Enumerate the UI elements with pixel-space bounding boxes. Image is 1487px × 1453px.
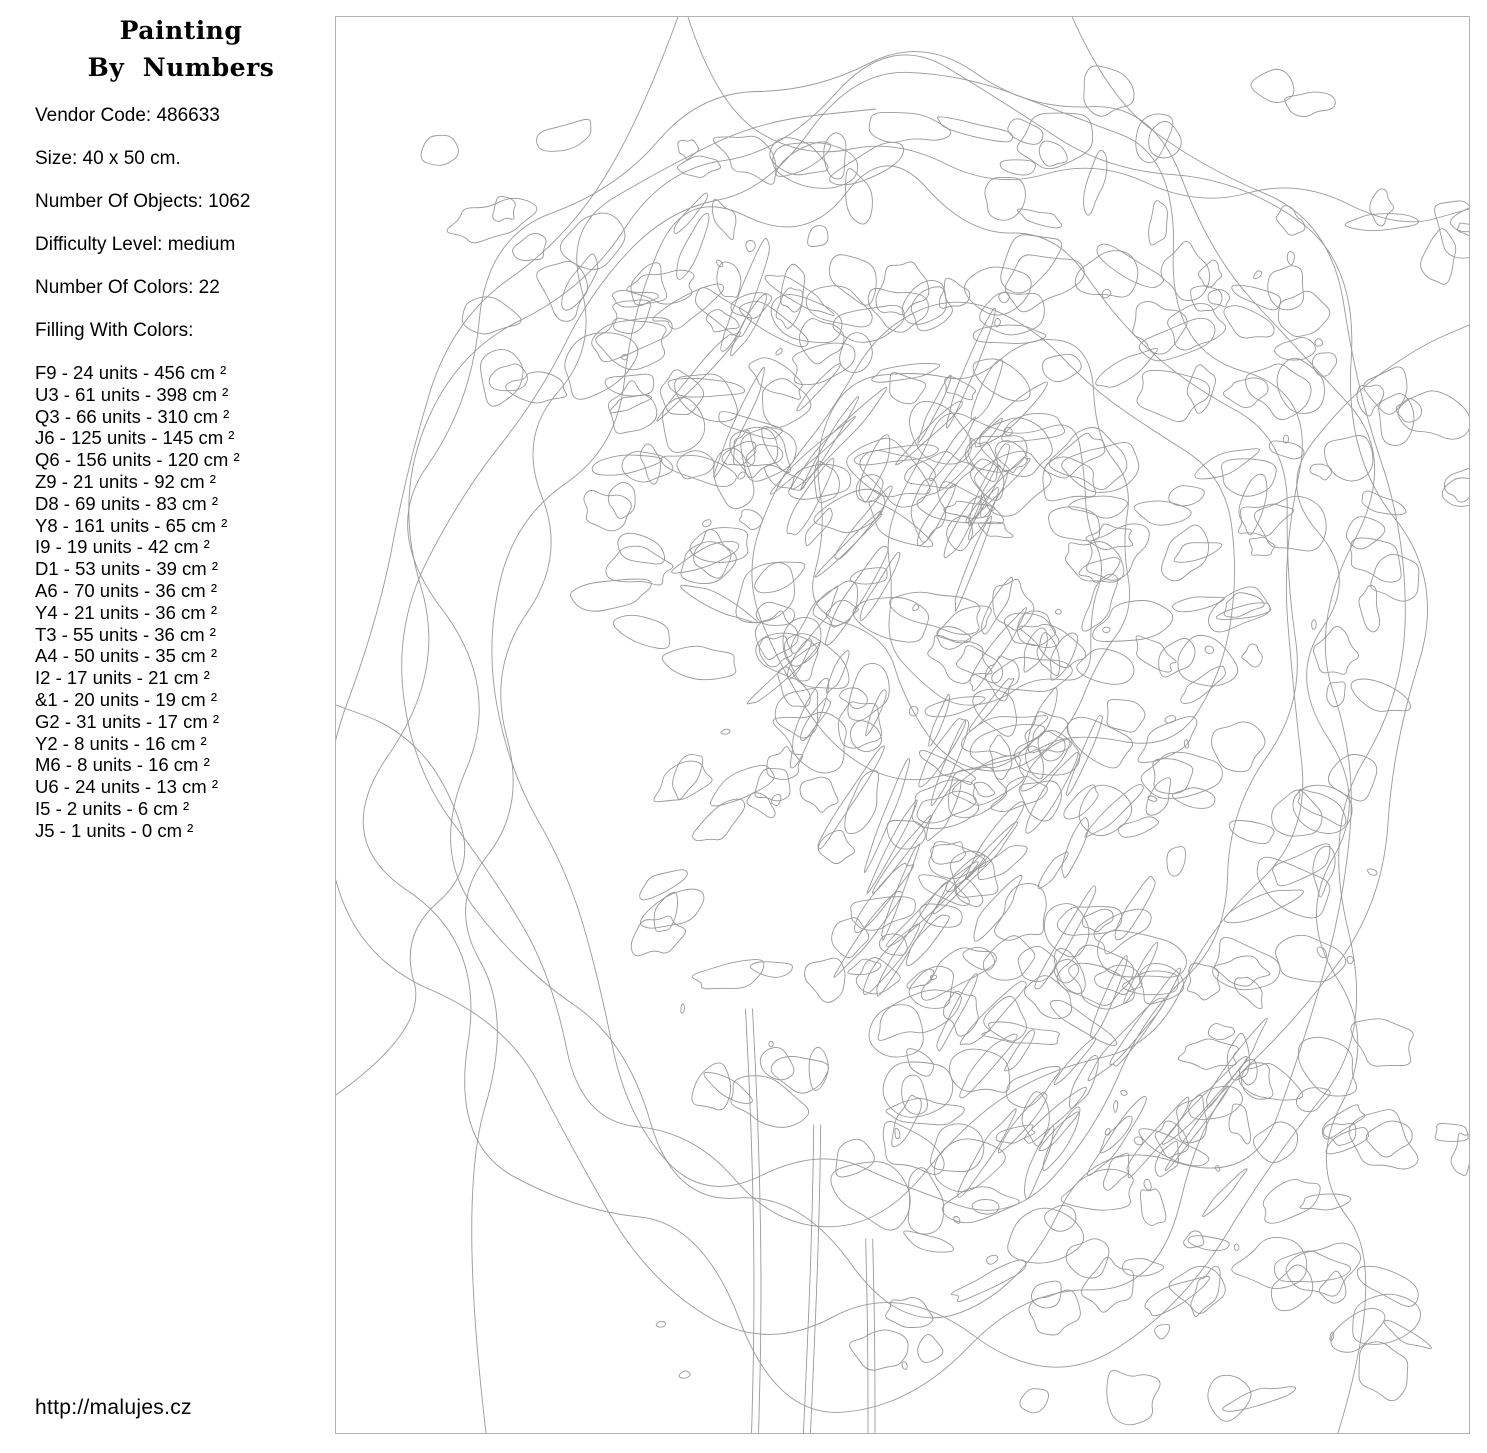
color-list-item: Q3 - 66 units - 310 cm ² [35, 405, 230, 427]
color-list-item: T3 - 55 units - 36 cm ² [35, 623, 216, 645]
color-list-item: J6 - 125 units - 145 cm ² [35, 427, 235, 449]
color-list-item: A4 - 50 units - 35 cm ² [35, 645, 217, 667]
color-list-item: G2 - 31 units - 17 cm ² [35, 710, 220, 732]
title-line-2: By Numbers [87, 53, 275, 82]
page-title [35, 12, 327, 86]
color-list-item: J5 - 1 units - 0 cm ² [35, 819, 194, 841]
color-list-item: D8 - 69 units - 83 cm ² [35, 492, 219, 514]
color-list-item: Y4 - 21 units - 36 cm ² [35, 601, 217, 623]
color-list-item: D1 - 53 units - 39 cm ² [35, 558, 219, 580]
info-size: Size: 40 x 50 cm. [35, 148, 181, 169]
color-list-item: F9 - 24 units - 456 cm ² [35, 362, 227, 383]
painting-canvas-frame [335, 16, 1470, 1434]
info-block [35, 104, 327, 342]
color-list-item: U3 - 61 units - 398 cm ² [35, 383, 229, 405]
color-list [35, 362, 327, 842]
info-color-count: Number Of Colors: 22 [35, 277, 220, 298]
color-list-item: I2 - 17 units - 21 cm ² [35, 667, 210, 689]
color-list-item: I9 - 19 units - 42 cm ² [35, 536, 210, 558]
color-list-item: Q6 - 156 units - 120 cm ² [35, 449, 240, 471]
color-list-item: M6 - 8 units - 16 cm ² [35, 754, 210, 776]
color-list-item: Y2 - 8 units - 16 cm ² [35, 732, 207, 754]
info-difficulty: Difficulty Level: medium [35, 234, 236, 255]
color-list-item: I5 - 2 units - 6 cm ² [35, 797, 190, 819]
sidebar [35, 0, 327, 842]
color-list-item: A6 - 70 units - 36 cm ² [35, 579, 217, 601]
color-list-item: U6 - 24 units - 13 cm ² [35, 776, 219, 798]
info-filling-heading: Filling With Colors: [35, 320, 194, 341]
line-art-svg [336, 17, 1469, 1433]
color-list-item: Z9 - 21 units - 92 cm ² [35, 470, 216, 492]
color-list-item: Y8 - 161 units - 65 cm ² [35, 514, 228, 536]
title-line-1: Painting [119, 16, 243, 45]
color-list-item: &1 - 20 units - 19 cm ² [35, 688, 217, 710]
site-url: http://malujes.cz [35, 1396, 192, 1419]
info-object-count: Number Of Objects: 1062 [35, 191, 251, 212]
info-vendor-code: Vendor Code: 486633 [35, 105, 220, 126]
